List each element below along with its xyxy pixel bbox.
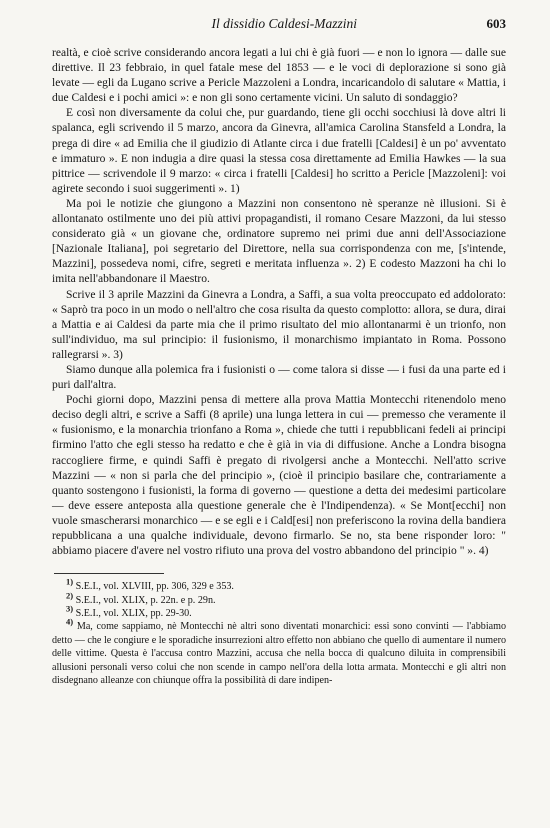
paragraph: Scrive il 3 aprile Mazzini da Ginevra a Londra, a Saffi, a sua volta preoccupato ed addolorato: « Saprò tra poco in un modo o nell'altro che cosa risulta da questo complotto: allora, se dura, dirai a Mattia e ai Caldesi da parte mia che il primo risultato del mio allontanarmi è un trionfo, non sull'individuo, ma sul principio: il fusionismo, il monarchismo impiantato in Roma. Possono rallegrarsi ». 3) bbox=[52, 288, 506, 361]
paragraph: E così non diversamente da colui che, pur guardando, tiene gli occhi socchiusi là dove altri li spalanca, egli scrivendo il 5 marzo, ancora da Ginevra, all'amica Carolina Stansfeld a Londra, la prega di dire « ad Emilia che il giudizio di Atlante circa i due fratelli [Caldesi] è un po' avventato e immaturo ». E non indugia a dire quasi la stessa cosa direttamente ad Emilia Hawkes — la sua pittrice — scrivendole il 9 marzo: « circa i fratelli [Caldesi] ho scritto a Pericle [Mazzoleni]: voi agirete secondo i suoi suggerimenti ». 1) bbox=[52, 107, 506, 195]
paragraph: Ma poi le notizie che giungono a Mazzini non consentono nè speranze nè illusioni. Si è allontanato ostilmente uno dei più attivi propagandisti, il romano Cesare Mazzoni, da lui stesso considerato già « un giovane che, ordinatore supremo nei primi due anni dell'Associazione [Nazionale Italiana], poi segretario del Direttore, nella sua corrispondenza con me, [s'intende, Mazzini], possedeva nomi, cifre, segreti e meritata influenza ». 2) E codesto Mazzoni ha chi lo imita nell'abbandonare il Maestro. bbox=[52, 197, 506, 286]
footnote-number: 3) bbox=[66, 603, 74, 614]
footnote-text: S.E.I., vol. XLVIII, pp. 306, 329 e 353. bbox=[75, 581, 234, 593]
footnote-number: 1) bbox=[66, 576, 74, 587]
footnote-number: 4) bbox=[66, 617, 74, 628]
footnote-text: Ma, come sappiamo, nè Montecchi nè altri sono diventati monarchici: essi sono convinti — l'abbiamo detto — che le congiure e le sporadiche insurrezioni altro effetto non abbiano che quello di aumentare il numero delle vittime. Questa è l'accusa contro Mazzini, accusa che nella bocca di qualcuno diluita in comprensibili allusioni personali verso colui che non scende in campo nell'ora della lotta armata. Montecchi e gli altri non disdegnano alleanze con chiunque offra la possibilità di dare indipen- bbox=[52, 621, 507, 687]
footnote-rule bbox=[54, 573, 164, 574]
body-text bbox=[52, 46, 506, 559]
page-number: 603 bbox=[486, 16, 506, 31]
running-head-title: Il dissidio Caldesi-Mazzini bbox=[211, 16, 357, 31]
footnote-number: 2) bbox=[66, 590, 74, 601]
footnote bbox=[52, 603, 506, 620]
footnotes bbox=[52, 576, 507, 687]
paragraph: Siamo dunque alla polemica fra i fusionisti o — come talora si disse — i fusi da una parte ed i puri dall'altra. bbox=[52, 363, 506, 392]
paragraph: Pochi giorni dopo, Mazzini pensa di mettere alla prova Mattia Montecchi ritenendolo meno deciso degli altri, e scrive a Saffi (8 aprile) una lunga lettera in cui — premesso che veramente il « fusionismo, e la monarchia trionfano a Roma », chiede che tutti i repubblicani fedeli ai principi firmino l'atto che egli stesso ha redatto e che è già in via di diffusione. Anche a Londra bisogna raccogliere firme, e quindi Saffi è pregato di rivolgersi anche a Montecchi. Nell'atto scrive Mazzini — « non si parla che del principio », (cioè il principio basilare che, contrariamente a quanto sostengono i fusionisti, la forma di governo — questione a detta dei medesimi particolare — deve essere anteposta alla questione generale che è l'Indipendenza). « Se Mont[ecchi] non vuole smascherarsi monarchico — e se egli e i Cald[esi] non preferiscono la rovina della bandiera repubblicana a una qualche individuale, devono firmarlo. Se no, sta bene risponder loro: " abbiamo piacere d'avere nel vostro rifiuto una prova del vostro abbandono del principio " ». 4) bbox=[52, 394, 506, 558]
footnote-text: S.E.I., vol. XLIX, pp. 29-30. bbox=[75, 608, 192, 619]
footnote bbox=[52, 590, 506, 607]
running-head bbox=[52, 16, 506, 32]
footnote-text: S.E.I., vol. XLIX, p. 22n. e p. 29n. bbox=[75, 594, 216, 606]
footnote bbox=[52, 617, 507, 687]
paragraph: realtà, e cioè scrive considerando ancora legati a lui chi è già fuori — e non lo ignora — dalle sue direttive. Il 23 febbraio, in quel fatale mese del 1853 — e le voci di deplorazione si sono già levate — egli da Lugano scrive a Pericle Mazzoleni a Londra, incaricandolo di salutare « Mattia, i due Caldesi e i pochi amici »: e non gli sono certamente vicini. Un saluto di sondaggio? bbox=[52, 47, 506, 105]
footnote bbox=[52, 576, 506, 593]
